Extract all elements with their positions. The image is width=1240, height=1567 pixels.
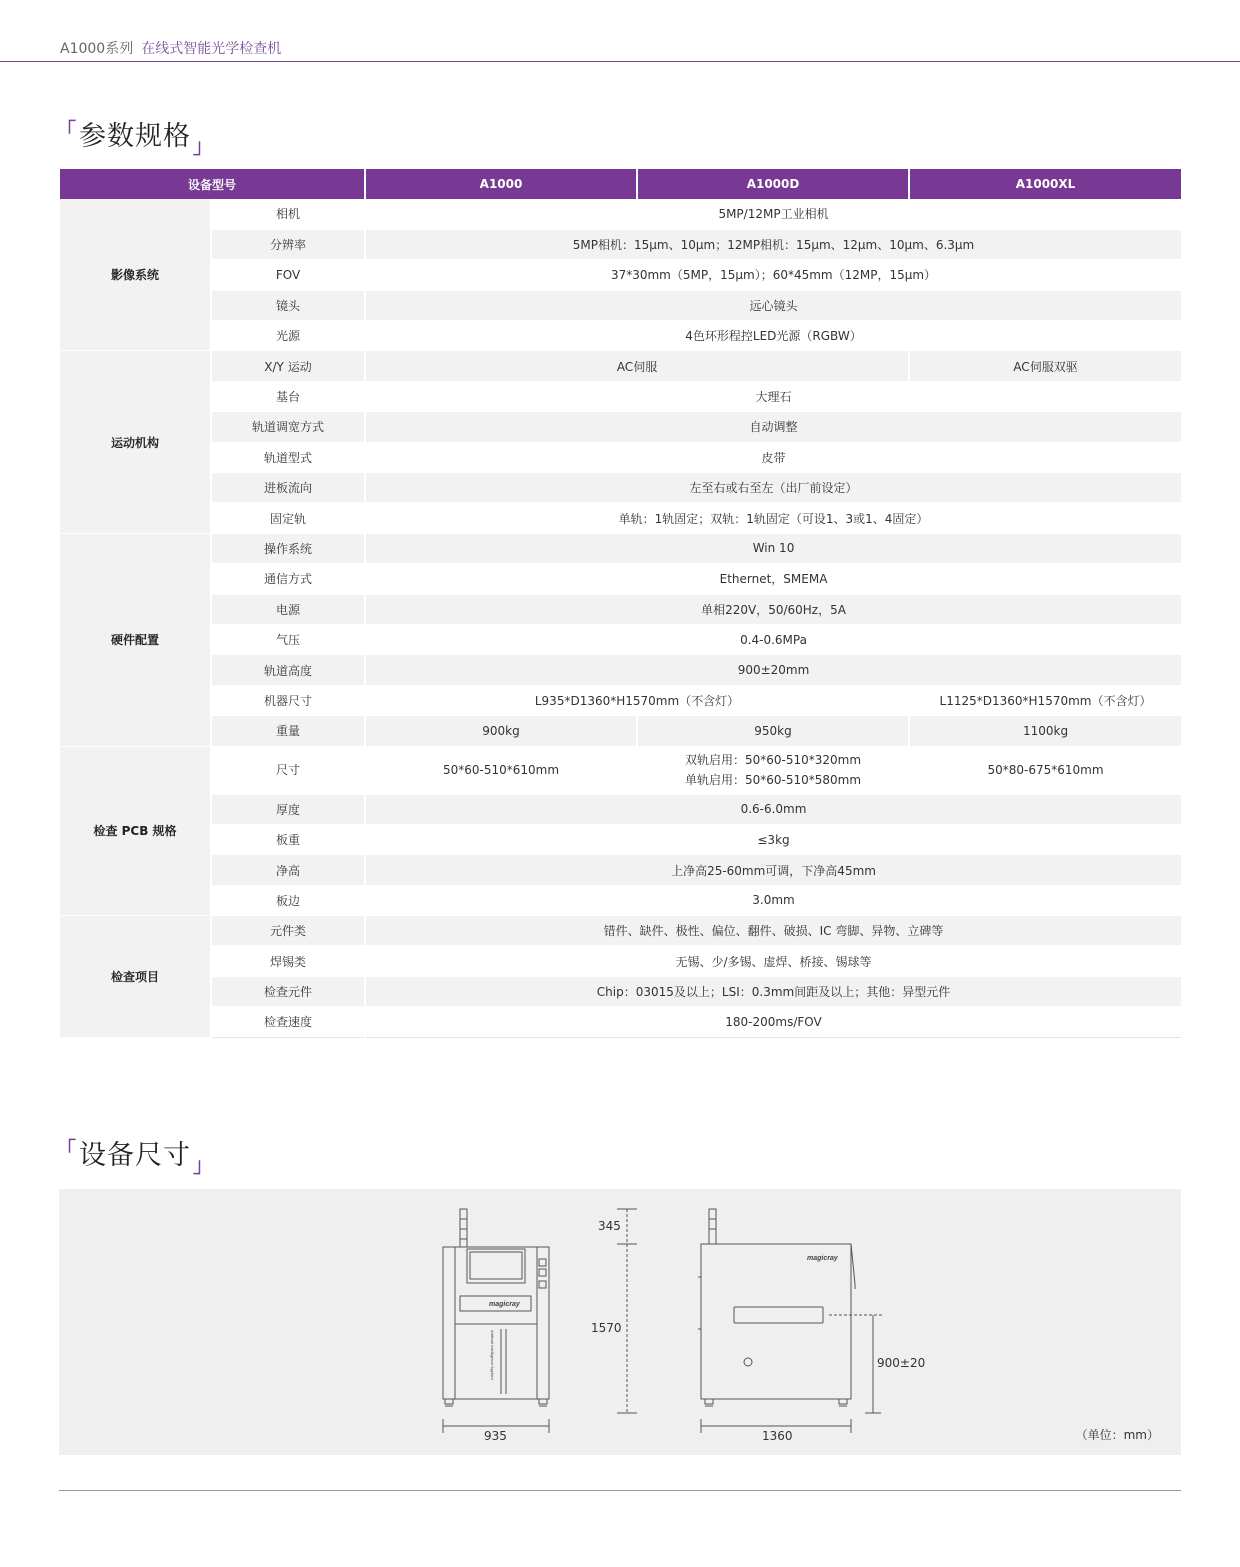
row-value-d: 950kg: [637, 716, 909, 746]
side-body: [701, 1244, 851, 1399]
page-header: [60, 38, 281, 58]
table-row: [60, 946, 1181, 976]
spec-table: [60, 169, 1181, 1038]
footer-rule: [59, 1490, 1181, 1491]
dim-width-label: 935: [484, 1429, 507, 1443]
table-row: [60, 412, 1181, 442]
row-value: Chip：03015及以上；LSI：0.3mm间距及以上；其他：异型元件: [365, 976, 1181, 1006]
row-value: 5MP相机：15μm、10μm；12MP相机：15μm、12μm、10μm、6.3μm: [365, 229, 1181, 259]
header-a1000: A1000: [365, 169, 637, 199]
row-value: 单轨：1轨固定；双轨：1轨固定（可设1、3或1、4固定）: [365, 503, 1181, 533]
row-label: 轨道调宽方式: [211, 412, 365, 442]
category-hardware: 硬件配置: [60, 533, 211, 746]
table-row: [60, 1007, 1181, 1037]
row-label: 轨道高度: [211, 655, 365, 685]
bracket-close: 」: [193, 1153, 214, 1177]
row-label: 元件类: [211, 916, 365, 946]
conveyor-slot: [734, 1307, 823, 1323]
dimension-drawing: [59, 1189, 1181, 1455]
row-label: 焊锡类: [211, 946, 365, 976]
table-row: [60, 321, 1181, 351]
table-row: [60, 746, 1181, 794]
row-label: FOV: [211, 260, 365, 290]
table-row: [60, 624, 1181, 654]
signal-lamp-side: [709, 1209, 716, 1244]
row-label: 重量: [211, 716, 365, 746]
row-value-a: 50*60-510*610mm: [365, 746, 637, 794]
row-label: 检查速度: [211, 1007, 365, 1037]
signal-lamp: [460, 1209, 467, 1247]
row-value: 左至右或右至左（出厂前设定）: [365, 473, 1181, 503]
table-row: [60, 503, 1181, 533]
front-body: [443, 1247, 549, 1399]
row-value-d-dual: 双轨启用：50*60-510*320mm: [684, 753, 862, 768]
row-value-a: 900kg: [365, 716, 637, 746]
row-value: 大理石: [365, 381, 1181, 411]
table-row: [60, 685, 1181, 715]
header-model: 设备型号: [60, 169, 365, 199]
row-value: 0.4-0.6MPa: [365, 624, 1181, 654]
header-series: A1000系列: [60, 41, 134, 57]
table-row: [60, 564, 1181, 594]
table-row: [60, 655, 1181, 685]
dim-depth-label: 1360: [762, 1429, 793, 1443]
row-label: 光源: [211, 321, 365, 351]
table-row: [60, 351, 1181, 381]
row-value: 无锡、少/多锡、虚焊、桥接、锡球等: [365, 946, 1181, 976]
row-label: 机器尺寸: [211, 685, 365, 715]
table-row: [60, 260, 1181, 290]
vent-icon: [744, 1358, 752, 1366]
table-row: [60, 794, 1181, 824]
row-value: 单相220V，50/60Hz，5A: [365, 594, 1181, 624]
bracket-close: 」: [193, 134, 214, 158]
row-label: 净高: [211, 855, 365, 885]
row-label: 固定轨: [211, 503, 365, 533]
table-row: [60, 916, 1181, 946]
row-value: 4色环形程控LED光源（RGBW）: [365, 321, 1181, 351]
row-label: 检查元件: [211, 976, 365, 1006]
table-row: [60, 885, 1181, 915]
row-label: 镜头: [211, 290, 365, 320]
table-row: [60, 533, 1181, 563]
row-value: 900±20mm: [365, 655, 1181, 685]
table-row: [60, 824, 1181, 854]
row-label: 电源: [211, 594, 365, 624]
category-imaging: 影像系统: [60, 199, 211, 351]
table-row: [60, 473, 1181, 503]
row-value: 错件、缺件、极性、偏位、翻件、破损、IC 弯脚、异物、立碑等: [365, 916, 1181, 946]
row-value: Win 10: [365, 533, 1181, 563]
row-label: 进板流向: [211, 473, 365, 503]
row-value: 180-200ms/FOV: [365, 1007, 1181, 1037]
row-label: 基台: [211, 381, 365, 411]
category-items: 检查项目: [60, 916, 211, 1038]
row-label: 相机: [211, 199, 365, 229]
row-value: ≤3kg: [365, 824, 1181, 854]
header-a1000d: A1000D: [637, 169, 909, 199]
section-title-dimensions: [56, 1133, 214, 1178]
row-label: 板边: [211, 885, 365, 915]
table-row: [60, 381, 1181, 411]
header-rule: [0, 61, 1240, 62]
row-value: 3.0mm: [365, 885, 1181, 915]
section-title-spec: [56, 114, 214, 159]
row-value: 上净高25-60mm可调，下净高45mm: [365, 855, 1181, 885]
section-title-dimensions-text: 设备尺寸: [79, 1140, 191, 1171]
side-view: [698, 1209, 855, 1406]
row-label: X/Y 运动: [211, 351, 365, 381]
height-dimension: [617, 1209, 637, 1413]
side-logo: magicray: [807, 1255, 838, 1262]
row-label: 轨道型式: [211, 442, 365, 472]
row-value: L935*D1360*H1570mm（不含灯）: [365, 685, 909, 715]
monitor: [467, 1249, 525, 1283]
category-motion: 运动机构: [60, 351, 211, 533]
row-label: 分辨率: [211, 229, 365, 259]
spec-table-header: [60, 169, 1181, 199]
section-title-spec-text: 参数规格: [79, 121, 191, 152]
bracket-open: 「: [56, 118, 77, 142]
row-value: 自动调整: [365, 412, 1181, 442]
table-row: [60, 716, 1181, 746]
row-value: 皮带: [365, 442, 1181, 472]
rail-height-dimension: [829, 1315, 884, 1413]
row-value: 远心镜头: [365, 290, 1181, 320]
row-value-d-single: 单轨启用：50*60-510*580mm: [684, 773, 862, 788]
row-value: 37*30mm（5MP，15μm）；60*45mm（12MP，15μm）: [365, 260, 1181, 290]
row-value-d: [637, 746, 909, 794]
row-value-xl: 50*80-675*610mm: [909, 746, 1181, 794]
bracket-open: 「: [56, 1137, 77, 1161]
machine-drawing: [59, 1189, 1181, 1455]
row-label: 气压: [211, 624, 365, 654]
table-row: [60, 594, 1181, 624]
row-label: 操作系统: [211, 533, 365, 563]
row-value: 0.6-6.0mm: [365, 794, 1181, 824]
header-subtitle: 在线式智能光学检查机: [141, 41, 282, 57]
row-label: 尺寸: [211, 746, 365, 794]
table-row: [60, 442, 1181, 472]
category-pcb: 检查 PCB 规格: [60, 746, 211, 916]
table-row: [60, 199, 1181, 229]
dim-height-label: 1570: [591, 1321, 622, 1335]
table-row: [60, 229, 1181, 259]
table-row: [60, 976, 1181, 1006]
table-row: [60, 290, 1181, 320]
table-row: [60, 855, 1181, 885]
row-value-xl: 1100kg: [909, 716, 1181, 746]
row-value-xl: L1125*D1360*H1570mm（不含灯）: [909, 685, 1181, 715]
header-a1000xl: A1000XL: [909, 169, 1181, 199]
dim-rail-label: 900±20: [877, 1356, 926, 1370]
side-slogan: Artificial Intelligence Applied: [490, 1330, 495, 1380]
row-value: AC伺服: [365, 351, 909, 381]
unit-note: （单位：mm）: [1075, 1428, 1159, 1442]
row-value: Ethernet，SMEMA: [365, 564, 1181, 594]
row-value: 5MP/12MP工业相机: [365, 199, 1181, 229]
row-label: 板重: [211, 824, 365, 854]
row-value-xl: AC伺服双驱: [909, 351, 1181, 381]
front-logo: magicray: [489, 1301, 520, 1308]
row-label: 通信方式: [211, 564, 365, 594]
dim-lamp-label: 345: [598, 1219, 621, 1233]
row-label: 厚度: [211, 794, 365, 824]
